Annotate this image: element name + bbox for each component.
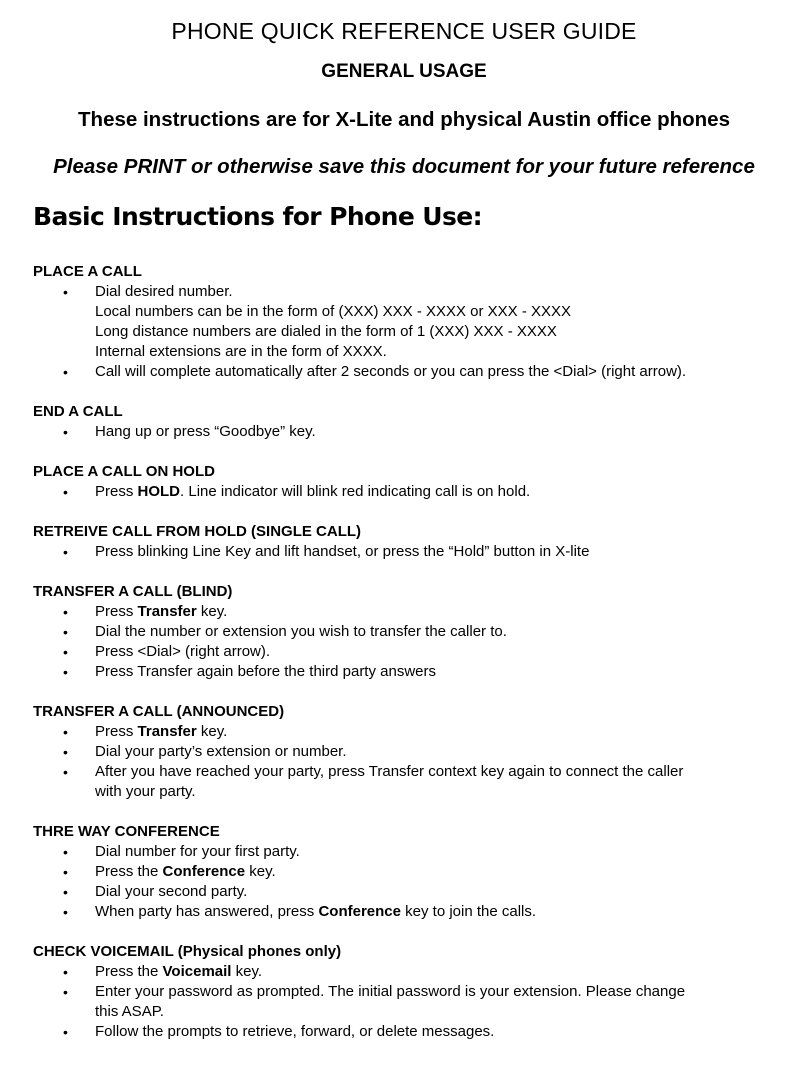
item-text: Press the (95, 863, 163, 880)
section-end-call (33, 402, 793, 442)
list-item (33, 642, 793, 662)
bullet-icon: • (63, 864, 68, 880)
item-text: Dial your second party. (95, 883, 248, 900)
item-text: key. (231, 963, 263, 980)
list-item-continuation (33, 782, 793, 802)
bullet-icon: • (63, 904, 68, 920)
item-text: Press (95, 603, 138, 620)
list-item (33, 882, 793, 902)
section-transfer-blind (33, 582, 793, 682)
bullet-list (33, 962, 793, 1042)
section-title: PLACE A CALL ON HOLD (33, 463, 215, 480)
section-voicemail (33, 942, 793, 1042)
print-note: Please PRINT or otherwise save this document for your future reference (53, 155, 755, 178)
item-text: Dial number for your first party. (95, 843, 300, 860)
list-item-continuation (33, 322, 793, 342)
item-text: this ASAP. (95, 1003, 164, 1020)
bullet-list (33, 422, 793, 442)
item-text: Press (95, 483, 138, 500)
section-title: END A CALL (33, 403, 123, 420)
item-text: key. (196, 603, 228, 620)
instructions-note: These instructions are for X-Lite and physical Austin office phones (78, 108, 730, 131)
item-text: Press (95, 723, 138, 740)
list-item (33, 962, 793, 982)
list-item (33, 762, 793, 782)
section-title: TRANSFER A CALL (BLIND) (33, 583, 233, 600)
section-place-call (33, 262, 793, 382)
section-retrieve (33, 522, 793, 562)
list-item (33, 282, 793, 302)
item-text: key. (245, 863, 276, 880)
list-item (33, 982, 793, 1002)
bullet-list (33, 722, 793, 802)
list-item (33, 542, 793, 562)
list-item (33, 722, 793, 742)
bullet-icon: • (63, 364, 68, 380)
list-item (33, 862, 793, 882)
list-item (33, 902, 793, 922)
key-name: Transfer (137, 723, 197, 740)
item-text: Local numbers can be in the form of (XXX) XXX - XXXX or XXX - XXXX (95, 303, 572, 320)
document-subtitle: GENERAL USAGE (321, 61, 487, 82)
bullet-icon: • (63, 764, 68, 780)
list-item (33, 622, 793, 642)
key-name: HOLD (137, 483, 181, 500)
bullet-icon: • (63, 984, 68, 1000)
bullet-icon: • (63, 484, 68, 500)
item-text: . Line indicator will blink red indicating call is on hold. (180, 483, 531, 500)
list-item (33, 662, 793, 682)
item-text: Dial desired number. (95, 283, 233, 300)
bullet-icon: • (63, 604, 68, 620)
bullet-icon: • (63, 624, 68, 640)
document-title: PHONE QUICK REFERENCE USER GUIDE (171, 18, 637, 44)
key-name: Voicemail (162, 963, 232, 980)
list-item (33, 422, 793, 442)
bullet-icon: • (63, 964, 68, 980)
item-text: Press the (95, 963, 163, 980)
bullet-icon: • (63, 724, 68, 740)
bullet-icon: • (63, 544, 68, 560)
bullet-list (33, 282, 793, 382)
bullet-list (33, 602, 793, 682)
bullet-icon: • (63, 1024, 68, 1040)
bullet-list (33, 482, 793, 502)
item-text: Press Transfer again before the third party answers (95, 663, 437, 680)
item-text: Follow the prompts to retrieve, forward, or delete messages. (95, 1023, 495, 1040)
section-heading: Basic Instructions for Phone Use: (33, 202, 483, 231)
section-conference (33, 822, 793, 922)
bullet-icon: • (63, 424, 68, 440)
item-text: key. (196, 723, 228, 740)
instructions-content (33, 262, 793, 1062)
list-item (33, 742, 793, 762)
list-item (33, 1022, 793, 1042)
bullet-icon: • (63, 644, 68, 660)
list-item-continuation (33, 342, 793, 362)
bullet-list (33, 542, 793, 562)
section-title: PLACE A CALL (33, 263, 142, 280)
list-item (33, 482, 793, 502)
section-title: RETREIVE CALL FROM HOLD (SINGLE CALL) (33, 523, 362, 540)
item-text: Call will complete automatically after 2 seconds or you can press the <Dial> (right arrow). (95, 363, 687, 380)
section-title: THRE WAY CONFERENCE (33, 823, 220, 840)
bullet-icon: • (63, 884, 68, 900)
list-item (33, 842, 793, 862)
item-text: When party has answered, press (95, 903, 319, 920)
item-text: Press <Dial> (right arrow). (95, 643, 271, 660)
section-hold (33, 462, 793, 502)
list-item (33, 602, 793, 622)
list-item-continuation (33, 1002, 793, 1022)
item-text: key to join the calls. (400, 903, 537, 920)
item-text: Press blinking Line Key and lift handset, or press the “Hold” button in X-lite (95, 543, 590, 560)
item-text: Internal extensions are in the form of XXXX. (95, 343, 387, 360)
section-title: TRANSFER A CALL (ANNOUNCED) (33, 703, 285, 720)
item-text: Long distance numbers are dialed in the form of 1 (XXX) XXX - XXXX (95, 323, 557, 340)
item-text: After you have reached your party, press Transfer context key again to connect the caller (95, 763, 684, 780)
key-name: Transfer (137, 603, 197, 620)
bullet-icon: • (63, 664, 68, 680)
bullet-icon: • (63, 844, 68, 860)
list-item-continuation (33, 302, 793, 322)
list-item (33, 362, 793, 382)
item-text: Dial the number or extension you wish to transfer the caller to. (95, 623, 507, 640)
item-text: Dial your party’s extension or number. (95, 743, 347, 760)
key-name: Conference (318, 903, 401, 920)
item-text: Enter your password as prompted. The initial password is your extension. Please change (95, 983, 686, 1000)
section-title: CHECK VOICEMAIL (Physical phones only) (33, 943, 342, 960)
bullet-list (33, 842, 793, 922)
bullet-icon: • (63, 284, 68, 300)
item-text: Hang up or press “Goodbye” key. (95, 423, 316, 440)
item-text: with your party. (95, 783, 196, 800)
section-transfer-announced (33, 702, 793, 802)
key-name: Conference (162, 863, 246, 880)
bullet-icon: • (63, 744, 68, 760)
